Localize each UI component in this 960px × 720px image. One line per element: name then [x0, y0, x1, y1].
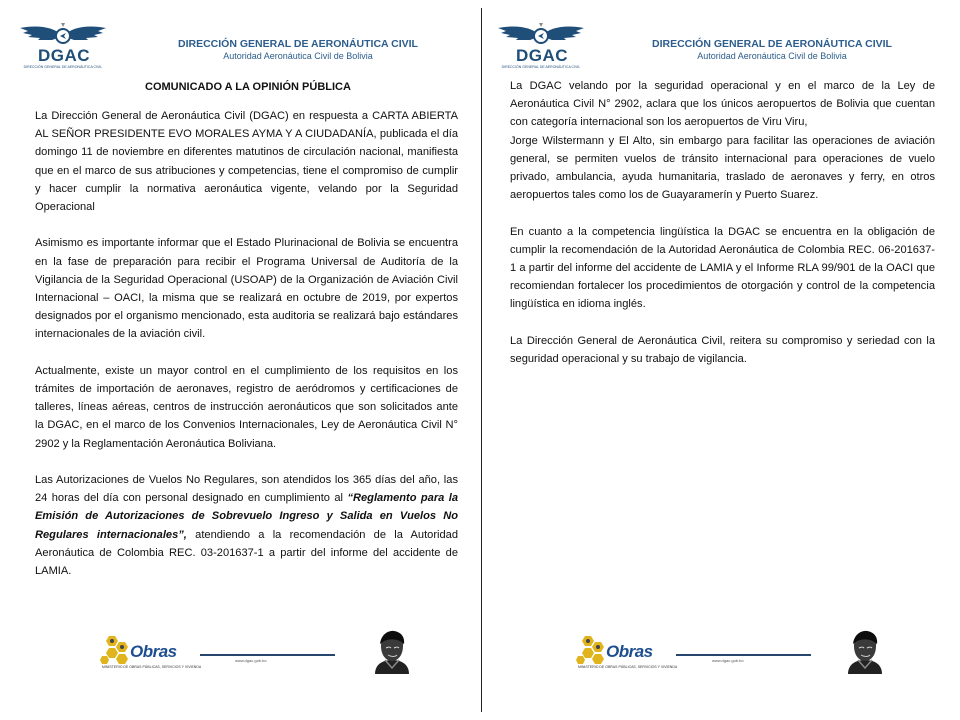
paragraph: La Dirección General de Aeronáutica Civil, reitera su compromiso y seriedad con la seguridad operacional y su trabajo de vigilancia.	[510, 334, 935, 366]
dgac-logo	[496, 22, 586, 70]
portrait-icon	[369, 630, 415, 674]
footer-website: www.dgac.gob.bo	[235, 658, 267, 663]
wings-icon	[496, 22, 586, 48]
org-subtitle: Autoridad Aeronáutica Civil de Bolivia	[223, 51, 373, 61]
paragraph: La Dirección General de Aeronáutica Civil (DGAC) en respuesta a CARTA ABIERTA AL SEÑOR PRESIDENTE EVO MORALES AYMA Y A CIUDADANÍA, publicada el día domingo 11 de noviembre en diferentes matutinos de circulación nacional, manifiesta que en el marco de sus atribuciones y competencias, tiene el compromiso de cumplir y hacer cumplir la normativa aeronáutica vigente, velando por la Seguridad Operacional	[35, 110, 458, 214]
footer-divider	[676, 654, 811, 656]
paragraph: En cuanto a la competencia lingüística la DGAC se encuentra en la obligación de cumplir la recomendación de la Autoridad Aeronáutica de Colombia REC. 06-201637-1 a partir del informe del accidente de LAMIA y el Informe RLA 99/901 de la OACI que recomiendan fortalecer los procedimientos de otorgación y control de la competencia lingüística en idioma inglés.	[510, 225, 935, 311]
org-subtitle: Autoridad Aeronáutica Civil de Bolivia	[697, 51, 847, 61]
portrait-icon	[842, 630, 888, 674]
logo-text: DGAC	[516, 46, 569, 65]
hexagon-icon	[100, 634, 132, 666]
obras-logo	[576, 634, 678, 674]
paragraph: Asimismo es importante informar que el Estado Plurinacional de Bolivia se encuentra en la fase de preparación para recibir el Programa Universal de Auditoría de la Vigilancia de la Seguridad Operacional (USOAP) de la Organización de Aviación Civil Internacional – OACI, la misma que se realizará en octubre de 2019, por expertos designados por el organismo mencionado, esta auditoria se realizará bajo estándares internacionales de la aviación civil.	[35, 237, 458, 341]
logo-subtitle: DIRECCIÓN GENERAL DE AERONÁUTICA CIVIL	[501, 65, 581, 69]
obras-wordmark: Obras	[606, 642, 653, 661]
paragraph	[35, 471, 458, 580]
logo-subtitle: DIRECCIÓN GENERAL DE AERONÁUTICA CIVIL	[23, 65, 103, 69]
paragraph-text: atendiendo a la recomendación de la Autoridad Aeronáutica de Colombia REC. 03-201637-1 a partir del informe del accidente de LAMIA.	[35, 528, 458, 578]
right-page	[484, 0, 960, 720]
paragraph: La DGAC velando por la seguridad operacional y en el marco de la Ley de Aeronáutica Civil N° 2902, aclara que los únicos aeropuertos de Bolivia que cuentan con categoría internacional son los aeropuertos de Viru Viru,	[510, 80, 935, 129]
page-footer	[484, 628, 960, 678]
obras-wordmark: Obras	[130, 642, 177, 661]
logo-text: DGAC	[38, 46, 91, 65]
obras-subtitle: MINISTERIO DE OBRAS PÚBLICAS, SERVICIOS Y VIVIENDA	[578, 665, 678, 669]
obras-logo	[100, 634, 202, 674]
paragraph: Jorge Wilstermann y El Alto, sin embargo para facilitar las operaciones de aviación general, se permiten vuelos de tránsito internacional para operaciones de vuelo privado, ambulancia, ayuda humanitaria, traslado de aeronaves y ferry, en otros aeropuertos tales como los de Guayaramerín y Puerto Suarez.	[510, 134, 935, 202]
org-title: DIRECCIÓN GENERAL DE AERONÁUTICA CIVIL	[652, 38, 892, 50]
portrait-illustration	[842, 630, 888, 674]
hexagon-icon	[576, 634, 608, 666]
paragraph-text: Las Autorizaciones de Vuelos No Regulares, son atendidos los 365 días del año, las 24 horas del día con personal designado en cumplimiento al	[35, 474, 458, 505]
paragraph: Actualmente, existe un mayor control en el cumplimiento de los requisitos en los trámites de importación de aeronaves, registro de aeródromos y certificaciones de talleres, líneas aéreas, centros de instrucción aeronáuticos que son solicitados ante la DGAC, en el marco de los Convenios Internacionales, Ley de Aeronáutica Civil N° 2902 y la Reglamentación Aeronáutica Boliviana.	[35, 364, 458, 450]
obras-subtitle: MINISTERIO DE OBRAS PÚBLICAS, SERVICIOS Y VIVIENDA	[102, 665, 202, 669]
org-header	[652, 38, 892, 62]
footer-website: www.dgac.gob.bo	[712, 658, 744, 663]
regulation-title: “Reglamento para la Emisión de Autorizaciones de Sobrevuelo Ingreso y Salida en Vuelos No Regulares internacionales”,	[35, 492, 459, 541]
portrait-illustration	[369, 630, 415, 674]
page-footer	[0, 628, 480, 678]
right-body	[510, 77, 935, 386]
dgac-logo	[18, 22, 108, 70]
document-heading: COMUNICADO A LA OPINIÓN PÚBLICA	[145, 81, 351, 93]
org-header	[178, 38, 418, 62]
page-divider	[481, 8, 482, 712]
org-title: DIRECCIÓN GENERAL DE AERONÁUTICA CIVIL	[178, 38, 418, 50]
wings-icon	[18, 22, 108, 48]
footer-divider	[200, 654, 335, 656]
left-body	[35, 107, 458, 598]
